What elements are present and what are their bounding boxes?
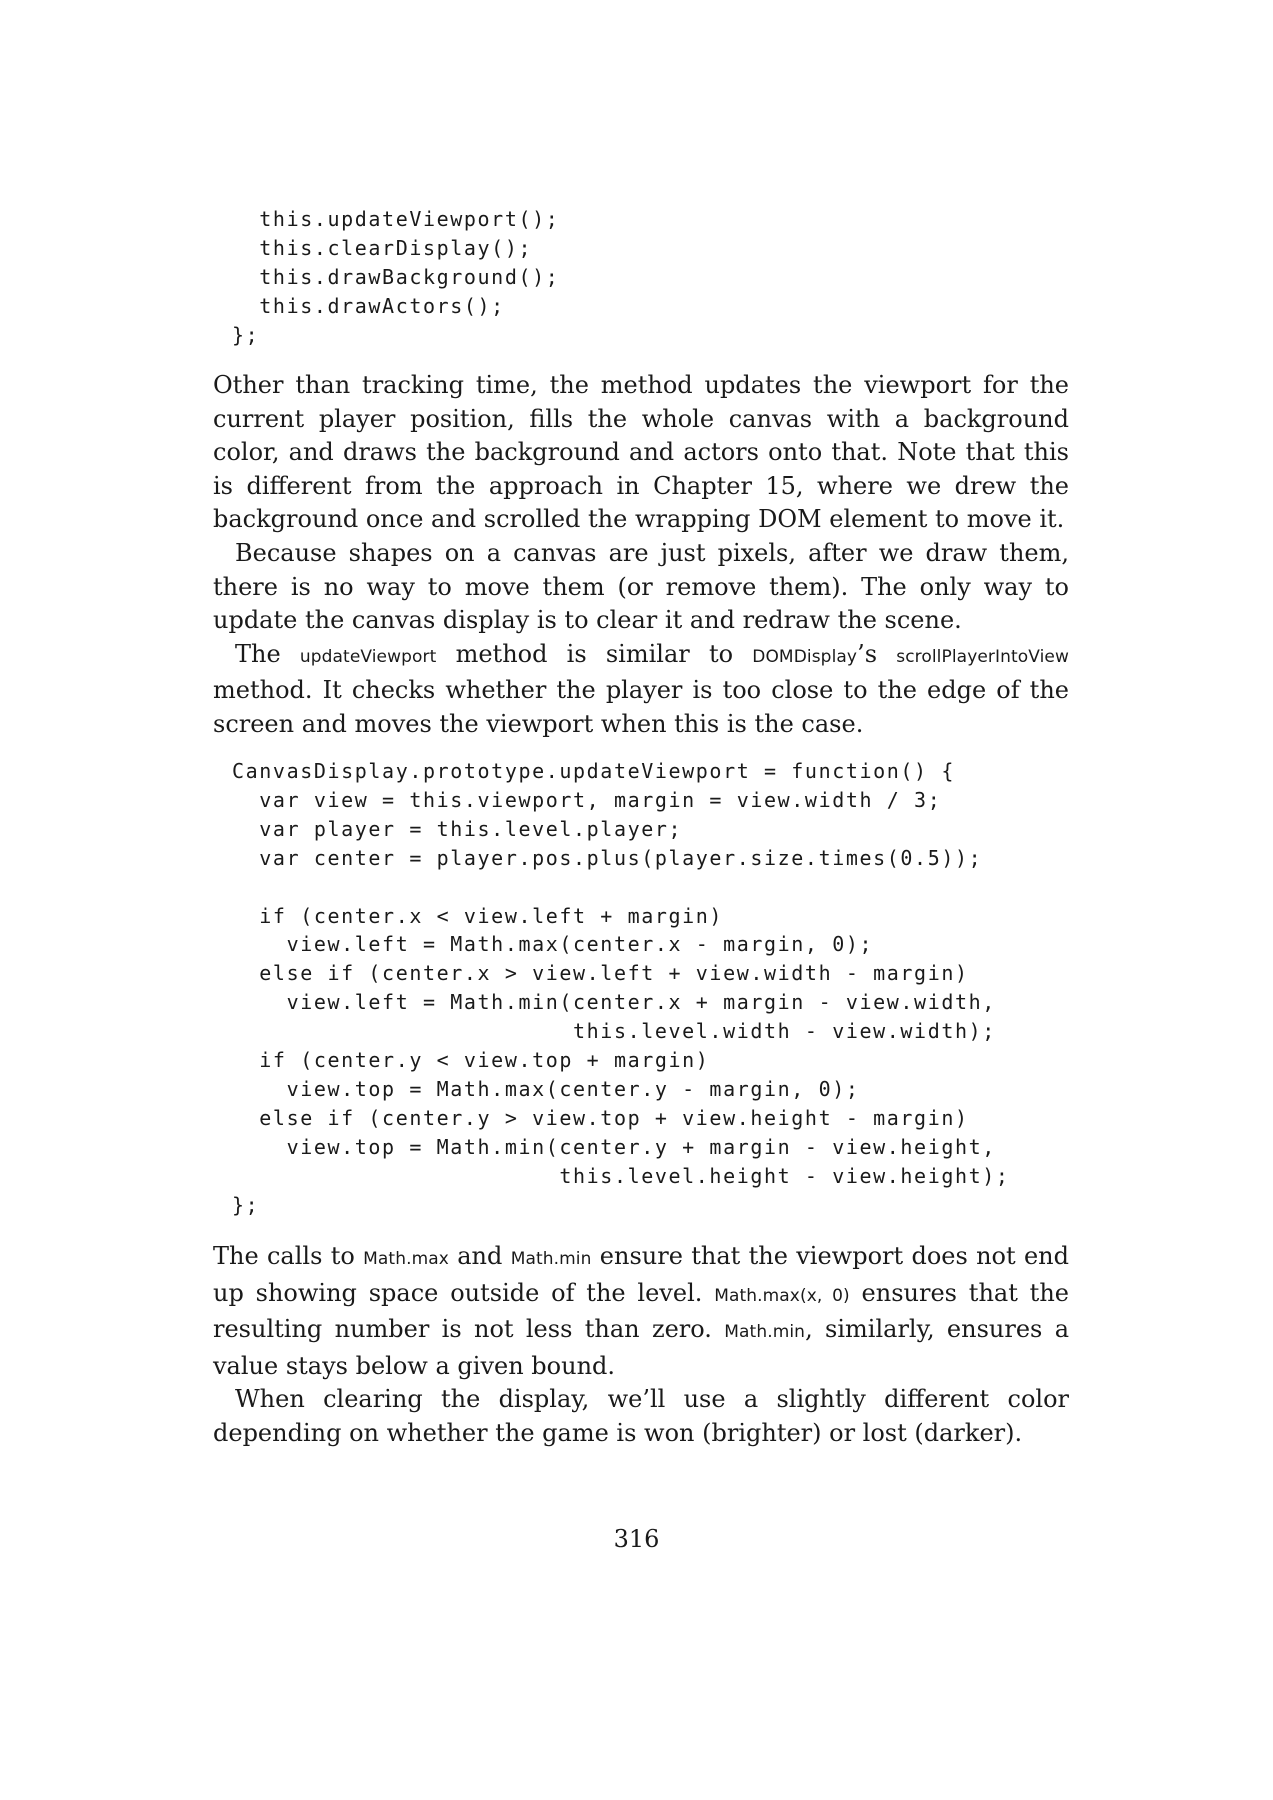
code-line: view.left = Math.min(center.x + margin - view.width, <box>232 990 996 1015</box>
code-block-draw-frame <box>232 205 559 350</box>
inline-code: updateViewport <box>299 646 437 667</box>
inline-code: Math.min <box>724 1322 806 1343</box>
code-line: var view = this.viewport, margin = view.width / 3; <box>232 787 942 812</box>
code-line: if (center.x < view.left + margin) <box>232 903 724 928</box>
prose-section-1 <box>213 369 1069 742</box>
code-line: view.top = Math.min(center.y + margin - view.height, <box>232 1134 996 1159</box>
code-line: this.level.width - view.width); <box>232 1019 996 1044</box>
paragraph-clearing-display: When clearing the display, we’ll use a slightly different color depending on whether the game is won (brighter) or lost (darker). <box>213 1385 1069 1447</box>
paragraph-update-viewport-intro: The updateViewport method is similar to DOMDisplay’s scrollPlayerIntoView method. It checks whether the player is too close to the edge of the screen and moves the viewport when this is the case. <box>213 639 1069 738</box>
code-line: view.left = Math.max(center.x - margin, 0); <box>232 932 874 957</box>
page-number: 316 <box>613 1525 660 1553</box>
inline-code: Math.min <box>510 1249 592 1269</box>
inline-code: scrollPlayerIntoView <box>896 646 1069 667</box>
inline-code: Math.max(x, 0) <box>714 1285 850 1306</box>
code-line: var center = player.pos.plus(player.size.times(0.5)); <box>232 845 983 870</box>
code-line: this.updateViewport(); <box>232 207 560 231</box>
paragraph-canvas-pixels: Because shapes on a canvas are just pixels, after we draw them, there is no way to move them (or remove them). The only way to update the canvas display is to clear it and redraw the scene. <box>213 538 1069 635</box>
inline-code: DOMDisplay <box>752 646 858 667</box>
code-line: }; <box>232 322 260 347</box>
paragraph-math-max-min: The calls to Math.max and Math.min ensure that the viewport does not end up showing space outside of the level. Math.max(x, 0) ensures that the resulting number is not less than zero. Math.min, similarly, ensures a value stays below a given bound. <box>213 1242 1070 1380</box>
code-line: this.drawBackground(); <box>232 264 560 289</box>
code-block-update-viewport <box>232 757 1010 1220</box>
paragraph-draw-frame-explanation: Other than tracking time, the method updates the viewport for the current player position, fills the whole canvas with a background color, and draws the background and actors onto that. Note that this is different from the approach in Chapter 15, where we drew the background once and scrolled the wrapping DOM element to move it. <box>213 371 1069 534</box>
code-line: view.top = Math.max(center.y - margin, 0); <box>232 1076 860 1101</box>
inline-code: Math.max <box>363 1249 449 1269</box>
code-line: else if (center.y > view.top + view.height - margin) <box>232 1105 969 1130</box>
code-line: if (center.y < view.top + margin) <box>232 1048 710 1073</box>
code-line: else if (center.x > view.left + view.width - margin) <box>232 961 969 986</box>
code-line: this.drawActors(); <box>232 293 505 318</box>
code-line: CanvasDisplay.prototype.updateViewport = function() { <box>232 759 955 783</box>
code-line: }; <box>232 1192 260 1217</box>
code-line: this.clearDisplay(); <box>232 235 533 260</box>
code-line: this.level.height - view.height); <box>232 1163 1010 1188</box>
prose-section-2 <box>213 1240 1069 1451</box>
code-line: var player = this.level.player; <box>232 816 683 841</box>
